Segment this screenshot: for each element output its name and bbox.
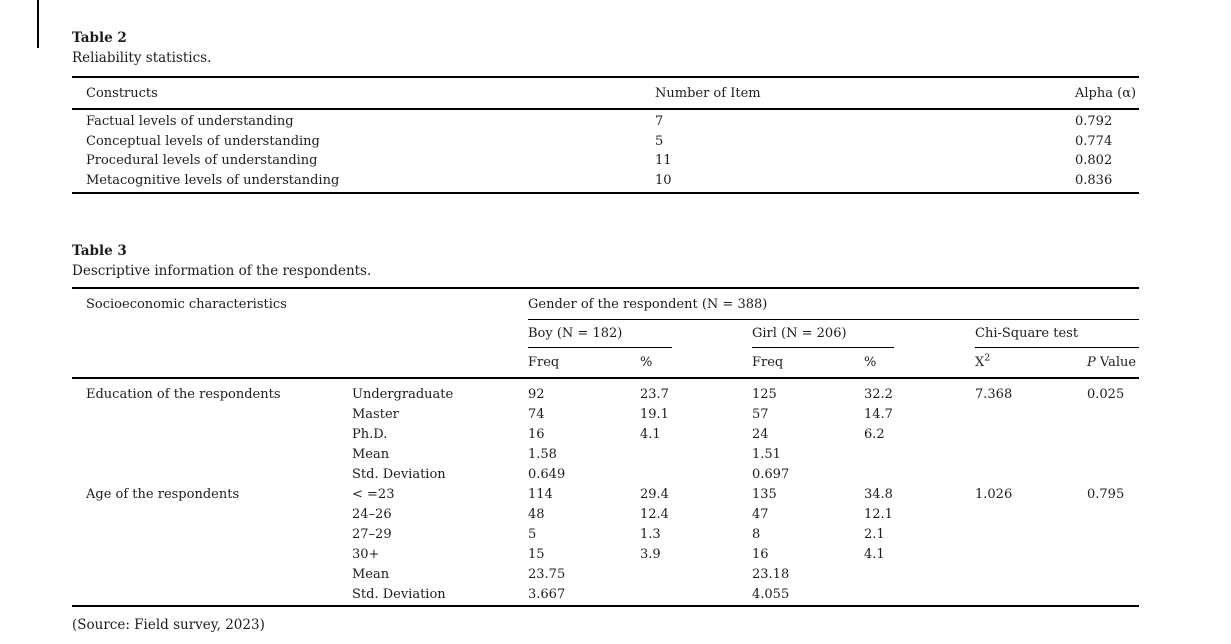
table3-caption-text: Descriptive information of the respondents.	[72, 263, 372, 279]
table-cell: Conceptual levels of understanding	[86, 133, 320, 149]
table3-col-header-girl-pct: %	[864, 354, 877, 370]
table-cell: 114	[528, 487, 553, 502]
table-cell: 7.368	[975, 387, 1013, 402]
table-cell: 0.792	[1075, 114, 1113, 129]
table-cell: 8	[752, 527, 761, 542]
table-row	[72, 112, 1139, 132]
table3-col-header-boy-pct: %	[640, 354, 653, 370]
table-cell: 1.026	[975, 487, 1013, 502]
table-cell: 23.75	[528, 567, 566, 582]
table-cell	[1087, 425, 1139, 445]
table-cell: 7	[655, 114, 664, 129]
table3-col-header-chi-squared-x2	[975, 352, 1087, 370]
table-cell: 0.697	[752, 467, 790, 482]
table-cell	[640, 465, 752, 485]
table3-col-header-boy-freq: Freq	[528, 354, 560, 370]
table-cell: Ph.D.	[352, 427, 388, 442]
table-cell: Mean	[352, 447, 390, 462]
table-row	[72, 545, 1139, 565]
source-note: (Source: Field survey, 2023)	[72, 617, 265, 633]
table3-header-row-groups	[72, 319, 1139, 347]
table3-header-row-subcolumns	[72, 347, 1139, 377]
table-cell	[1087, 565, 1139, 585]
table-cell: 27–29	[352, 527, 392, 542]
table-cell: Std. Deviation	[352, 467, 446, 482]
page-edge-line	[37, 0, 39, 48]
table-cell	[864, 465, 975, 485]
table3-caption-label: Table 3	[72, 243, 127, 259]
table2-col-header-number-of-item: Number of Item	[655, 85, 761, 101]
table-cell: 92	[528, 387, 545, 402]
table-cell: 12.1	[864, 507, 893, 522]
table-cell: 0.774	[1075, 133, 1113, 149]
table-cell: Education of the respondents	[86, 387, 281, 402]
table-row	[72, 485, 1139, 505]
table-cell	[864, 585, 975, 605]
table3-group-header-girl: Girl (N = 206)	[752, 319, 894, 348]
table-cell	[72, 465, 352, 485]
table-cell: 1.51	[752, 447, 781, 462]
table-cell	[72, 425, 352, 445]
table-cell	[1087, 405, 1139, 425]
table-cell	[1087, 585, 1139, 605]
table-cell: Mean	[352, 567, 390, 582]
table-cell: 0.795	[1087, 487, 1125, 502]
table3-group-header-chi-square: Chi-Square test	[975, 319, 1139, 348]
table-cell	[640, 585, 752, 605]
table-cell: 5	[528, 527, 537, 542]
table-row	[72, 585, 1139, 605]
table-cell: 4.1	[864, 547, 885, 562]
table-cell: Age of the respondents	[86, 487, 240, 502]
table-cell: 14.7	[864, 407, 893, 422]
table-row	[72, 445, 1139, 465]
table-cell	[1087, 505, 1139, 525]
table3-header-spacer	[72, 319, 528, 347]
table-cell: 29.4	[640, 487, 669, 502]
table-cell	[975, 505, 1087, 525]
table-cell	[72, 565, 352, 585]
table-cell: 2.1	[864, 527, 885, 542]
table-cell	[975, 425, 1087, 445]
table-cell	[975, 445, 1087, 465]
table-cell: 1.58	[528, 447, 557, 462]
x2-base: X	[975, 354, 985, 370]
table-row	[72, 525, 1139, 545]
table-cell: Master	[352, 407, 399, 422]
table-cell	[975, 525, 1087, 545]
table-row	[72, 132, 1139, 152]
table3-group-header-boy: Boy (N = 182)	[528, 319, 672, 348]
table-cell: 16	[752, 547, 769, 562]
table-cell: 1.3	[640, 527, 661, 542]
table-cell	[72, 445, 352, 465]
table-row	[72, 465, 1139, 485]
table-cell: Factual levels of understanding	[86, 114, 294, 129]
table-cell: 11	[655, 153, 672, 168]
table-row	[72, 425, 1139, 445]
table2-caption-text: Reliability statistics.	[72, 50, 212, 66]
table-cell: < =23	[352, 487, 395, 502]
table-row	[72, 565, 1139, 585]
p-value-rest: Value	[1095, 354, 1137, 370]
table-cell	[72, 505, 352, 525]
table-cell: 16	[528, 427, 545, 442]
table2-body	[72, 110, 1139, 194]
table3-body	[72, 379, 1139, 607]
table3-col-header-socioeconomic: Socioeconomic characteristics	[86, 296, 287, 312]
table-cell: 48	[528, 507, 545, 522]
table-cell	[975, 405, 1087, 425]
table3-col-header-girl-freq: Freq	[752, 354, 784, 370]
table-cell	[72, 525, 352, 545]
table-cell: 135	[752, 487, 777, 502]
table2-caption-label: Table 2	[72, 30, 127, 46]
table-row	[72, 505, 1139, 525]
table3-header-row-groups-top	[72, 289, 1139, 319]
table-cell: 30+	[352, 547, 380, 562]
table-cell: 24	[752, 427, 769, 442]
table-cell: 47	[752, 507, 769, 522]
p-value-italic-p: P	[1087, 354, 1096, 370]
table-cell	[72, 585, 352, 605]
table-cell	[1087, 525, 1139, 545]
table-cell: 34.8	[864, 487, 893, 502]
table-cell: Metacognitive levels of understanding	[86, 172, 340, 188]
table-row	[72, 151, 1139, 171]
table-cell: Std. Deviation	[352, 587, 446, 602]
table-cell	[864, 445, 975, 465]
table-cell: 10	[655, 172, 672, 188]
table-cell: 3.667	[528, 587, 566, 602]
table-row	[72, 171, 1139, 191]
table-cell	[72, 405, 352, 425]
table-cell	[975, 545, 1087, 565]
table-cell: Procedural levels of understanding	[86, 153, 318, 168]
table-cell	[975, 465, 1087, 485]
table-cell: 57	[752, 407, 769, 422]
table3-col-header-p-value	[1087, 355, 1139, 370]
table2-header-row	[72, 76, 1139, 110]
table-cell: 3.9	[640, 547, 661, 562]
table-row	[72, 405, 1139, 425]
table-cell	[1087, 445, 1139, 465]
table-cell: 24–26	[352, 507, 392, 522]
table3-header	[72, 287, 1139, 379]
table-cell	[1087, 465, 1139, 485]
table-cell: 32.2	[864, 387, 893, 402]
table-cell	[1087, 545, 1139, 565]
table-cell: 0.836	[1075, 172, 1113, 188]
table-cell	[975, 565, 1087, 585]
table-cell	[864, 565, 975, 585]
table-cell: 23.7	[640, 387, 669, 402]
table-cell: 23.18	[752, 567, 790, 582]
table-cell: 15	[528, 547, 545, 562]
table-cell	[640, 565, 752, 585]
table-cell	[975, 585, 1087, 605]
table-cell: 74	[528, 407, 545, 422]
table-cell: 0.025	[1087, 387, 1125, 402]
table-cell: 0.649	[528, 467, 566, 482]
table-cell: 0.802	[1075, 153, 1113, 168]
table-row	[72, 385, 1139, 405]
table-cell	[72, 545, 352, 565]
table-cell: Undergraduate	[352, 387, 454, 402]
table-cell: 5	[655, 133, 664, 149]
table-cell	[640, 445, 752, 465]
table-cell: 12.4	[640, 507, 669, 522]
table-cell: 6.2	[864, 427, 885, 442]
table3-group-header-gender: Gender of the respondent (N = 388)	[528, 289, 1139, 320]
x2-superscript: 2	[984, 352, 991, 364]
table-cell: 125	[752, 387, 777, 402]
table-cell: 4.1	[640, 427, 661, 442]
table-cell: 4.055	[752, 587, 790, 602]
table2-col-header-alpha: Alpha (α)	[1075, 85, 1137, 101]
table-cell: 19.1	[640, 407, 669, 422]
table2-col-header-constructs: Constructs	[86, 85, 158, 101]
